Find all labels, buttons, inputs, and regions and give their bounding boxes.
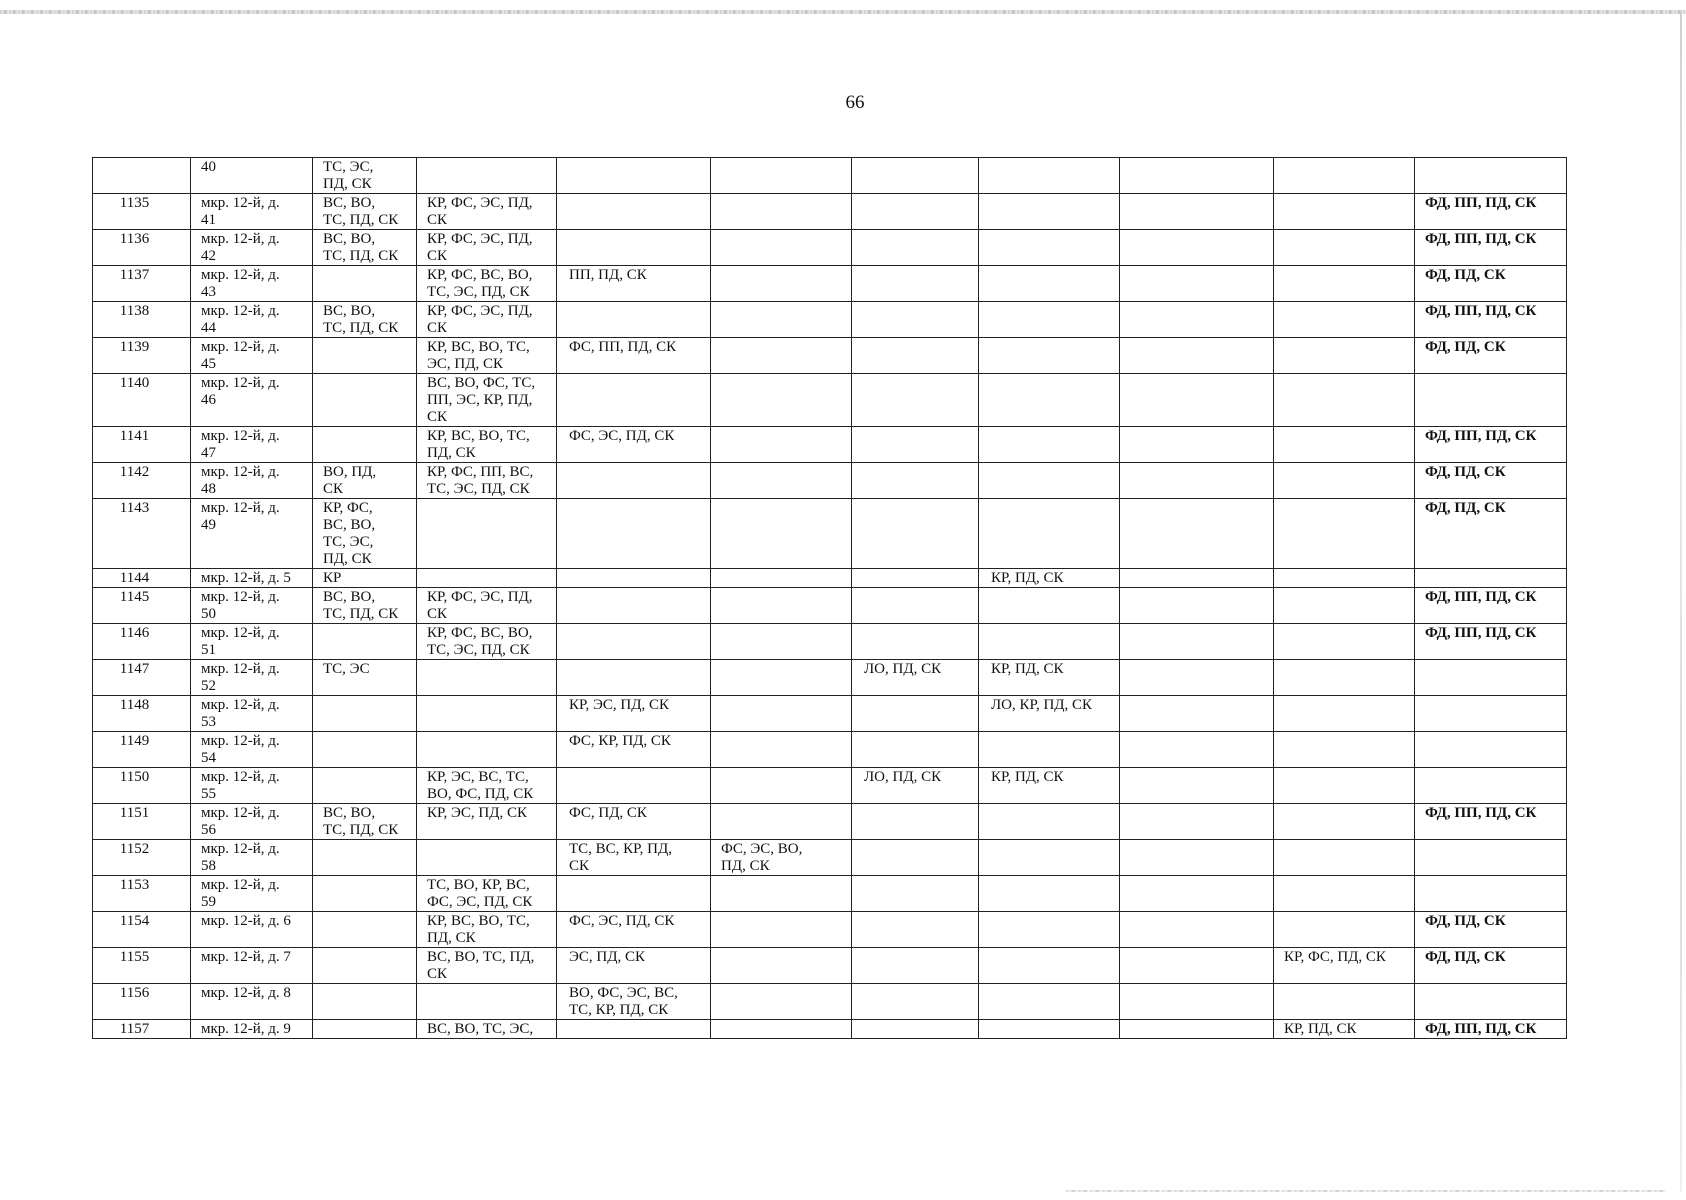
cell-col-4 [711,588,852,624]
cell-col-9 [1415,984,1567,1020]
table-body [93,158,1567,1039]
cell-col-8 [1274,338,1415,374]
cell-col-9: ФД, ПП, ПД, СК [1415,804,1567,840]
cell-col-7 [1120,804,1274,840]
table-row [93,374,1567,427]
cell-col-4 [711,230,852,266]
cell-col-5 [852,302,979,338]
cell-col-8 [1274,768,1415,804]
cell-col-6 [979,1020,1120,1039]
cell-number: 1144 [93,569,191,588]
cell-col-5 [852,984,979,1020]
cell-number: 1147 [93,660,191,696]
cell-col-4 [711,624,852,660]
cell-col-6 [979,427,1120,463]
cell-number: 1153 [93,876,191,912]
cell-col-6 [979,912,1120,948]
cell-address: мкр. 12-й, д. 6 [191,912,313,948]
cell-col-1 [313,624,417,660]
table-row [93,948,1567,984]
cell-col-3: ФС, ПП, ПД, СК [557,338,711,374]
table-row [93,912,1567,948]
cell-col-7 [1120,588,1274,624]
cell-col-5 [852,948,979,984]
cell-col-6: КР, ПД, СК [979,768,1120,804]
cell-col-9: ФД, ПД, СК [1415,948,1567,984]
cell-col-7 [1120,732,1274,768]
cell-col-8 [1274,569,1415,588]
cell-col-2 [417,984,557,1020]
cell-address: мкр. 12-й, д. 52 [191,660,313,696]
cell-col-6 [979,338,1120,374]
table-row [93,158,1567,194]
cell-number: 1135 [93,194,191,230]
cell-col-1 [313,840,417,876]
cell-col-2: КР, ФС, ВС, ВО, ТС, ЭС, ПД, СК [417,624,557,660]
cell-number: 1137 [93,266,191,302]
cell-col-2: КР, ВС, ВО, ТС, ЭС, ПД, СК [417,338,557,374]
table-row [93,338,1567,374]
cell-col-5: ЛО, ПД, СК [852,660,979,696]
cell-col-8 [1274,876,1415,912]
scan-edge-right [1680,12,1682,1192]
cell-col-4 [711,768,852,804]
cell-col-8 [1274,696,1415,732]
cell-col-3 [557,1020,711,1039]
cell-col-4 [711,948,852,984]
cell-col-3: КР, ЭС, ПД, СК [557,696,711,732]
cell-col-6 [979,804,1120,840]
cell-col-1 [313,1020,417,1039]
cell-col-1: ВО, ПД, СК [313,463,417,499]
cell-address: мкр. 12-й, д. 56 [191,804,313,840]
cell-address: мкр. 12-й, д. 51 [191,624,313,660]
cell-col-1: ТС, ЭС, ПД, СК [313,158,417,194]
cell-col-2: КР, ФС, ВС, ВО, ТС, ЭС, ПД, СК [417,266,557,302]
cell-col-6 [979,624,1120,660]
cell-number: 1150 [93,768,191,804]
cell-col-2: КР, ВС, ВО, ТС, ПД, СК [417,912,557,948]
cell-col-9: ФД, ПП, ПД, СК [1415,194,1567,230]
cell-col-8 [1274,588,1415,624]
cell-col-5: ЛО, ПД, СК [852,768,979,804]
cell-col-3 [557,768,711,804]
cell-col-2 [417,158,557,194]
table-row [93,660,1567,696]
cell-address: мкр. 12-й, д. 53 [191,696,313,732]
cell-col-4 [711,499,852,569]
cell-col-2 [417,660,557,696]
table-row [93,804,1567,840]
cell-col-9: ФД, ПД, СК [1415,266,1567,302]
cell-col-7 [1120,499,1274,569]
cell-col-1 [313,768,417,804]
cell-col-1 [313,266,417,302]
table-row [93,696,1567,732]
cell-col-5 [852,912,979,948]
table-row [93,463,1567,499]
cell-col-9: ФД, ПП, ПД, СК [1415,1020,1567,1039]
cell-number: 1138 [93,302,191,338]
cell-col-4 [711,463,852,499]
cell-col-3: ЭС, ПД, СК [557,948,711,984]
cell-col-5 [852,338,979,374]
cell-number: 1145 [93,588,191,624]
cell-col-7 [1120,374,1274,427]
cell-col-7 [1120,1020,1274,1039]
cell-col-3: ТС, ВС, КР, ПД, СК [557,840,711,876]
cell-col-9: ФД, ПП, ПД, СК [1415,302,1567,338]
cell-number [93,158,191,194]
cell-col-4 [711,696,852,732]
scan-edge-top [0,10,1686,14]
cell-number: 1157 [93,1020,191,1039]
cell-col-9 [1415,696,1567,732]
cell-col-1 [313,912,417,948]
cell-col-8: КР, ПД, СК [1274,1020,1415,1039]
cell-col-9 [1415,158,1567,194]
cell-col-4 [711,338,852,374]
cell-col-6 [979,230,1120,266]
cell-col-1: ТС, ЭС [313,660,417,696]
cell-col-5 [852,624,979,660]
cell-col-2: КР, ВС, ВО, ТС, ПД, СК [417,427,557,463]
cell-col-3: ФС, КР, ПД, СК [557,732,711,768]
cell-col-7 [1120,876,1274,912]
cell-col-7 [1120,696,1274,732]
cell-col-9 [1415,660,1567,696]
cell-col-7 [1120,569,1274,588]
cell-col-9 [1415,840,1567,876]
cell-col-6 [979,158,1120,194]
cell-col-2: КР, ФС, ЭС, ПД, СК [417,230,557,266]
cell-col-3 [557,374,711,427]
cell-col-4 [711,912,852,948]
cell-col-8 [1274,194,1415,230]
cell-col-1 [313,338,417,374]
cell-col-5 [852,588,979,624]
cell-col-5 [852,732,979,768]
cell-address: мкр. 12-й, д. 5 [191,569,313,588]
cell-address: мкр. 12-й, д. 47 [191,427,313,463]
cell-col-5 [852,499,979,569]
cell-col-5 [852,463,979,499]
cell-number: 1140 [93,374,191,427]
cell-col-1 [313,374,417,427]
cell-col-4 [711,804,852,840]
cell-col-4 [711,1020,852,1039]
cell-col-2 [417,840,557,876]
cell-col-3 [557,302,711,338]
cell-col-6 [979,374,1120,427]
cell-col-7 [1120,768,1274,804]
cell-col-9: ФД, ПД, СК [1415,912,1567,948]
cell-col-8 [1274,302,1415,338]
cell-col-8 [1274,427,1415,463]
cell-col-6 [979,302,1120,338]
cell-col-7 [1120,948,1274,984]
table-row [93,569,1567,588]
cell-col-2: КР, ФС, ЭС, ПД, СК [417,588,557,624]
cell-col-3 [557,230,711,266]
cell-col-5 [852,427,979,463]
cell-number: 1156 [93,984,191,1020]
cell-col-8 [1274,266,1415,302]
cell-address: мкр. 12-й, д. 45 [191,338,313,374]
cell-address: мкр. 12-й, д. 58 [191,840,313,876]
cell-col-7 [1120,266,1274,302]
cell-col-8 [1274,840,1415,876]
cell-col-4 [711,194,852,230]
cell-col-9: ФД, ПП, ПД, СК [1415,624,1567,660]
cell-col-8: КР, ФС, ПД, СК [1274,948,1415,984]
cell-col-1 [313,948,417,984]
cell-col-1 [313,876,417,912]
cell-address: мкр. 12-й, д. 49 [191,499,313,569]
cell-address: мкр. 12-й, д. 8 [191,984,313,1020]
cell-address: мкр. 12-й, д. 55 [191,768,313,804]
cell-col-1 [313,427,417,463]
cell-col-2 [417,569,557,588]
cell-address: мкр. 12-й, д. 41 [191,194,313,230]
table-row [93,588,1567,624]
table-row [93,840,1567,876]
table-row [93,984,1567,1020]
cell-number: 1143 [93,499,191,569]
cell-col-3: ФС, ЭС, ПД, СК [557,912,711,948]
cell-col-6: ЛО, КР, ПД, СК [979,696,1120,732]
cell-number: 1146 [93,624,191,660]
cell-col-3 [557,660,711,696]
cell-col-2: ВС, ВО, ФС, ТС, ПП, ЭС, КР, ПД, СК [417,374,557,427]
cell-address: мкр. 12-й, д. 48 [191,463,313,499]
cell-col-5 [852,1020,979,1039]
cell-col-1 [313,732,417,768]
cell-col-2 [417,732,557,768]
cell-col-3: ФС, ПД, СК [557,804,711,840]
cell-col-3: ВО, ФС, ЭС, ВС, ТС, КР, ПД, СК [557,984,711,1020]
cell-col-6 [979,588,1120,624]
cell-col-7 [1120,660,1274,696]
cell-number: 1155 [93,948,191,984]
cell-col-4: ФС, ЭС, ВО, ПД, СК [711,840,852,876]
cell-col-6 [979,732,1120,768]
cell-col-9: ФД, ПП, ПД, СК [1415,230,1567,266]
cell-address: мкр. 12-й, д. 9 [191,1020,313,1039]
cell-col-3 [557,624,711,660]
cell-address: 40 [191,158,313,194]
cell-col-4 [711,427,852,463]
cell-col-8 [1274,912,1415,948]
cell-col-5 [852,876,979,912]
cell-address: мкр. 12-й, д. 46 [191,374,313,427]
cell-col-2: КР, ФС, ЭС, ПД, СК [417,194,557,230]
cell-col-4 [711,660,852,696]
cell-col-9: ФД, ПД, СК [1415,499,1567,569]
cell-col-1: ВС, ВО, ТС, ПД, СК [313,804,417,840]
cell-col-4 [711,302,852,338]
cell-col-1 [313,984,417,1020]
table-row [93,194,1567,230]
cell-number: 1142 [93,463,191,499]
cell-address: мкр. 12-й, д. 43 [191,266,313,302]
cell-col-9 [1415,374,1567,427]
cell-col-8 [1274,624,1415,660]
cell-col-3 [557,158,711,194]
work-schedule-table [92,157,1567,1039]
cell-col-4 [711,158,852,194]
cell-col-7 [1120,338,1274,374]
cell-col-8 [1274,660,1415,696]
table-row [93,266,1567,302]
cell-col-2: ВС, ВО, ТС, ЭС, [417,1020,557,1039]
cell-col-8 [1274,463,1415,499]
cell-col-9: ФД, ПП, ПД, СК [1415,588,1567,624]
cell-col-9: ФД, ПД, СК [1415,463,1567,499]
cell-col-6 [979,948,1120,984]
cell-col-8 [1274,732,1415,768]
table-row [93,499,1567,569]
cell-col-5 [852,840,979,876]
cell-col-3 [557,876,711,912]
cell-col-2: КР, ФС, ЭС, ПД, СК [417,302,557,338]
cell-col-6: КР, ПД, СК [979,660,1120,696]
table-row [93,230,1567,266]
cell-col-8 [1274,374,1415,427]
cell-col-3: ПП, ПД, СК [557,266,711,302]
cell-address: мкр. 12-й, д. 7 [191,948,313,984]
cell-col-6 [979,840,1120,876]
cell-col-1: ВС, ВО, ТС, ПД, СК [313,302,417,338]
cell-col-4 [711,984,852,1020]
cell-col-9 [1415,876,1567,912]
cell-col-5 [852,804,979,840]
cell-col-8 [1274,499,1415,569]
cell-col-4 [711,569,852,588]
cell-col-7 [1120,624,1274,660]
cell-col-1 [313,696,417,732]
cell-number: 1148 [93,696,191,732]
cell-col-4 [711,876,852,912]
cell-col-5 [852,374,979,427]
cell-col-1: КР, ФС, ВС, ВО, ТС, ЭС, ПД, СК [313,499,417,569]
cell-number: 1141 [93,427,191,463]
cell-number: 1152 [93,840,191,876]
cell-col-8 [1274,804,1415,840]
cell-address: мкр. 12-й, д. 59 [191,876,313,912]
cell-col-5 [852,158,979,194]
cell-col-7 [1120,230,1274,266]
cell-address: мкр. 12-й, д. 54 [191,732,313,768]
cell-col-4 [711,732,852,768]
cell-col-8 [1274,984,1415,1020]
cell-col-3 [557,194,711,230]
cell-col-8 [1274,230,1415,266]
cell-col-9 [1415,768,1567,804]
cell-col-2 [417,499,557,569]
cell-col-5 [852,230,979,266]
cell-col-2 [417,696,557,732]
table-row [93,1020,1567,1039]
table-row [93,768,1567,804]
cell-number: 1151 [93,804,191,840]
cell-col-6: КР, ПД, СК [979,569,1120,588]
cell-col-3: ФС, ЭС, ПД, СК [557,427,711,463]
cell-col-3 [557,588,711,624]
cell-number: 1139 [93,338,191,374]
table-row [93,876,1567,912]
cell-col-5 [852,569,979,588]
cell-col-7 [1120,302,1274,338]
cell-col-7 [1120,427,1274,463]
table-row [93,302,1567,338]
cell-col-6 [979,194,1120,230]
table-row [93,427,1567,463]
cell-col-2: КР, ЭС, ПД, СК [417,804,557,840]
cell-col-6 [979,876,1120,912]
cell-col-2: ТС, ВО, КР, ВС, ФС, ЭС, ПД, СК [417,876,557,912]
cell-col-3 [557,499,711,569]
cell-col-3 [557,569,711,588]
cell-col-2: КР, ФС, ПП, ВС, ТС, ЭС, ПД, СК [417,463,557,499]
cell-col-6 [979,266,1120,302]
cell-col-9: ФД, ПП, ПД, СК [1415,427,1567,463]
cell-col-1: ВС, ВО, ТС, ПД, СК [313,194,417,230]
cell-col-7 [1120,840,1274,876]
table-row [93,624,1567,660]
page-number: 66 [845,92,865,113]
cell-col-9 [1415,569,1567,588]
cell-col-5 [852,266,979,302]
cell-col-7 [1120,463,1274,499]
cell-col-6 [979,499,1120,569]
cell-col-1: КР [313,569,417,588]
cell-col-1: ВС, ВО, ТС, ПД, СК [313,588,417,624]
cell-col-6 [979,463,1120,499]
cell-col-2: КР, ЭС, ВС, ТС, ВО, ФС, ПД, СК [417,768,557,804]
scan-edge-bottom [1066,1190,1666,1192]
cell-col-6 [979,984,1120,1020]
cell-col-1: ВС, ВО, ТС, ПД, СК [313,230,417,266]
cell-col-4 [711,374,852,427]
cell-number: 1136 [93,230,191,266]
cell-col-9 [1415,732,1567,768]
cell-col-2: ВС, ВО, ТС, ПД, СК [417,948,557,984]
cell-col-7 [1120,158,1274,194]
cell-number: 1154 [93,912,191,948]
cell-number: 1149 [93,732,191,768]
cell-col-8 [1274,158,1415,194]
cell-address: мкр. 12-й, д. 44 [191,302,313,338]
cell-col-9: ФД, ПД, СК [1415,338,1567,374]
cell-address: мкр. 12-й, д. 50 [191,588,313,624]
cell-col-7 [1120,912,1274,948]
cell-col-7 [1120,984,1274,1020]
cell-col-3 [557,463,711,499]
cell-col-7 [1120,194,1274,230]
cell-address: мкр. 12-й, д. 42 [191,230,313,266]
cell-col-4 [711,266,852,302]
table-row [93,732,1567,768]
cell-col-5 [852,194,979,230]
cell-col-5 [852,696,979,732]
